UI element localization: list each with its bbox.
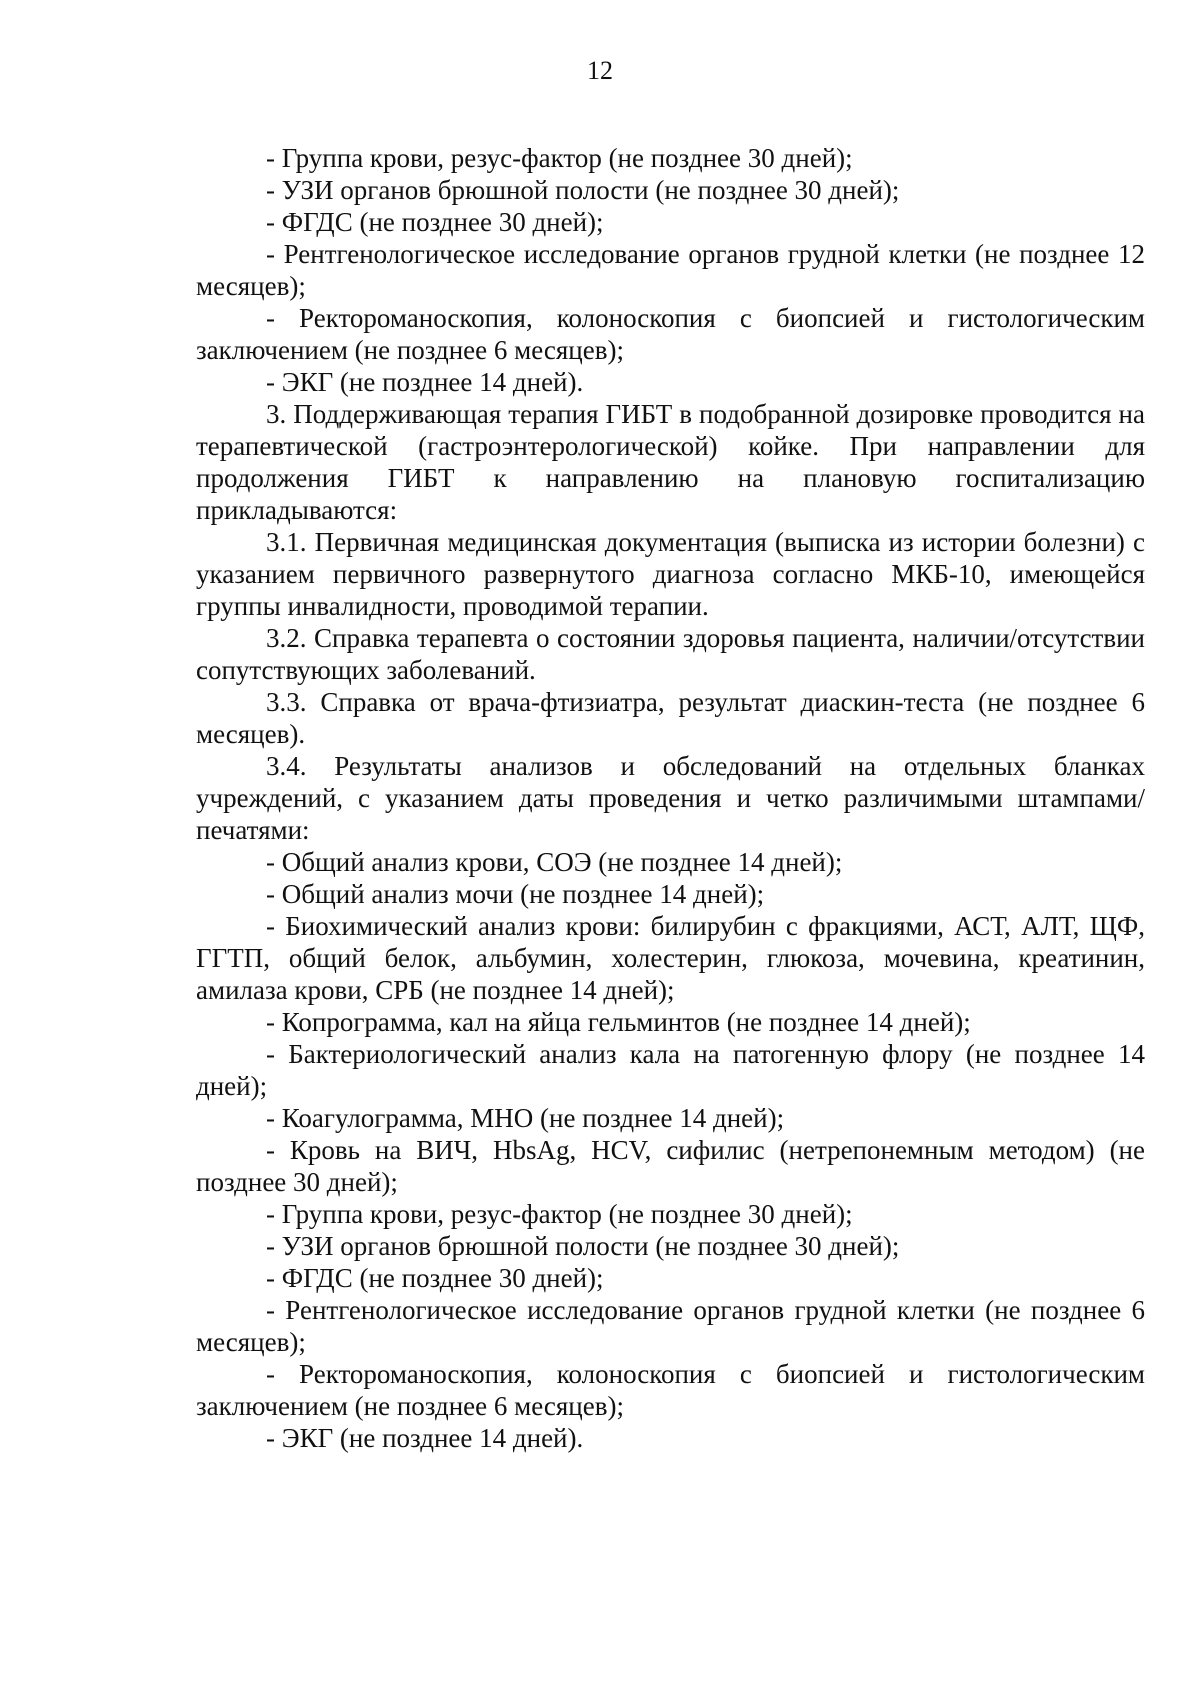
list-item-biochemistry: - Биохимический анализ крови: билирубин с фракциями, АСТ, АЛТ, ЩФ, ГГТП, общий белок, альбумин, холестерин, глюкоза, мочевина, креатинин, амилаза крови, СРБ (не позднее 14 дней); <box>196 911 1145 1005</box>
list-item-colonoscopy: - Ректороманоскопия, колоноскопия с биопсией и гистологическим заключением (не позднее 6 месяцев); <box>196 1359 1145 1421</box>
page-number: 12 <box>587 56 613 85</box>
section-3-4-paragraph: 3.4. Результаты анализов и обследований на отдельных бланках учреждений, с указанием даты проведения и четко различимыми штампами/печатями: <box>196 751 1145 845</box>
list-item-urine-test: - Общий анализ мочи (не позднее 14 дней); <box>266 879 765 909</box>
section-3-3-paragraph: 3.3. Справка от врача-фтизиатра, результат диаскин-теста (не позднее 6 месяцев). <box>196 687 1145 749</box>
list-item-fgds: - ФГДС (не позднее 30 дней); <box>266 207 604 237</box>
list-item-blood-group: - Группа крови, резус-фактор (не позднее 30 дней); <box>266 1199 853 1229</box>
list-item-chest-xray: - Рентгенологическое исследование органов грудной клетки (не позднее 12 месяцев); <box>196 239 1145 301</box>
list-item-abdominal-ultrasound: - УЗИ органов брюшной полости (не позднее 30 дней); <box>266 1231 900 1261</box>
list-item-colonoscopy: - Ректороманоскопия, колоноскопия с биопсией и гистологическим заключением (не позднее 6 месяцев); <box>196 303 1145 365</box>
list-item-blood-group: - Группа крови, резус-фактор (не позднее 30 дней); <box>266 143 853 173</box>
list-item-ecg: - ЭКГ (не позднее 14 дней). <box>266 1423 584 1453</box>
document-body <box>196 142 1145 1454</box>
section-3-paragraph: 3. Поддерживающая терапия ГИБТ в подобранной дозировке проводится на терапевтической (гастроэнтерологической) койке. При направлении для продолжения ГИБТ к направлению на плановую госпитализацию прикладываются: <box>196 399 1145 525</box>
list-item-abdominal-ultrasound: - УЗИ органов брюшной полости (не позднее 30 дней); <box>266 175 900 205</box>
list-item-coprogram: - Копрограмма, кал на яйца гельминтов (не позднее 14 дней); <box>266 1007 971 1037</box>
list-item-chest-xray: - Рентгенологическое исследование органов грудной клетки (не позднее 6 месяцев); <box>196 1295 1145 1357</box>
list-item-coagulogram: - Коагулограмма, МНО (не позднее 14 дней); <box>266 1103 785 1133</box>
section-3-2-paragraph: 3.2. Справка терапевта о состоянии здоровья пациента, наличии/отсутствии сопутствующих заболеваний. <box>196 623 1145 685</box>
list-item-fgds: - ФГДС (не позднее 30 дней); <box>266 1263 604 1293</box>
list-item-blood-test: - Общий анализ крови, СОЭ (не позднее 14 дней); <box>266 847 843 877</box>
list-item-hiv-hbsag-hcv: - Кровь на ВИЧ, HbsAg, HCV, сифилис (нетрепонемным методом) (не позднее 30 дней); <box>196 1135 1145 1197</box>
list-item-bacteriology: - Бактериологический анализ кала на патогенную флору (не позднее 14 дней); <box>196 1039 1145 1101</box>
list-item-ecg: - ЭКГ (не позднее 14 дней). <box>266 367 584 397</box>
section-3-1-paragraph: 3.1. Первичная медицинская документация (выписка из истории болезни) с указанием первичного развернутого диагноза согласно МКБ-10, имеющейся группы инвалидности, проводимой терапии. <box>196 527 1145 621</box>
